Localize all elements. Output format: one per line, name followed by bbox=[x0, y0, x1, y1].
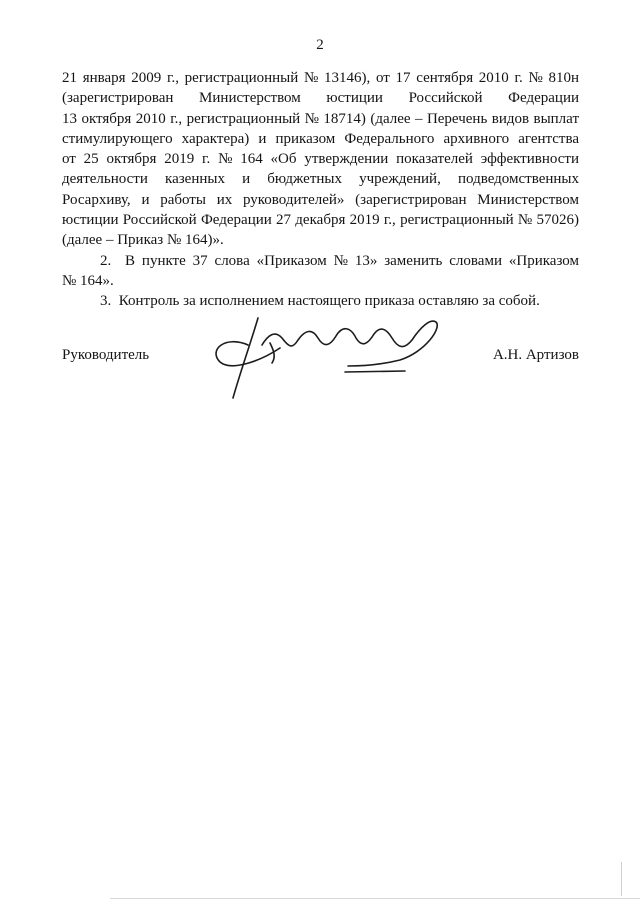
body-line: 3. Контроль за исполнением настоящего приказа оставляю за собой. bbox=[100, 293, 540, 310]
body-line: Росархиву, и работы их руководителей» (зарегистрирован Министерством bbox=[62, 191, 579, 208]
page-number: 2 bbox=[316, 37, 324, 53]
body-line: деятельности казенных и бюджетных учреждений, подведомственных bbox=[62, 171, 579, 188]
scan-edge-line bbox=[621, 862, 622, 896]
signatory-name: А.Н. Артизов bbox=[492, 347, 579, 363]
body-line: (зарегистрирован Министерством юстиции Российской Федерации bbox=[62, 90, 579, 107]
scan-edge-line bbox=[110, 898, 640, 899]
body-line: 21 января 2009 г., регистрационный № 13146), от 17 сентября 2010 г. № 810н bbox=[62, 70, 579, 86]
signature-image bbox=[200, 305, 460, 410]
body-line: 13 октября 2010 г., регистрационный № 18714) (далее – Перечень видов выплат bbox=[62, 110, 579, 127]
body-line: стимулирующего характера) и приказом Федерального архивного агентства bbox=[62, 130, 579, 147]
body-line: № 164». bbox=[62, 272, 114, 289]
document-body bbox=[62, 68, 579, 312]
body-line: (далее – Приказ № 164)». bbox=[62, 232, 224, 249]
body-line: юстиции Российской Федерации 27 декабря 2019 г., регистрационный № 57026) bbox=[62, 212, 579, 229]
signatory-role: Руководитель bbox=[62, 347, 150, 363]
body-line: 2. В пункте 37 слова «Приказом № 13» заменить словами «Приказом bbox=[100, 252, 579, 269]
body-line: от 25 октября 2019 г. № 164 «Об утверждении показателей эффективности bbox=[62, 151, 579, 168]
